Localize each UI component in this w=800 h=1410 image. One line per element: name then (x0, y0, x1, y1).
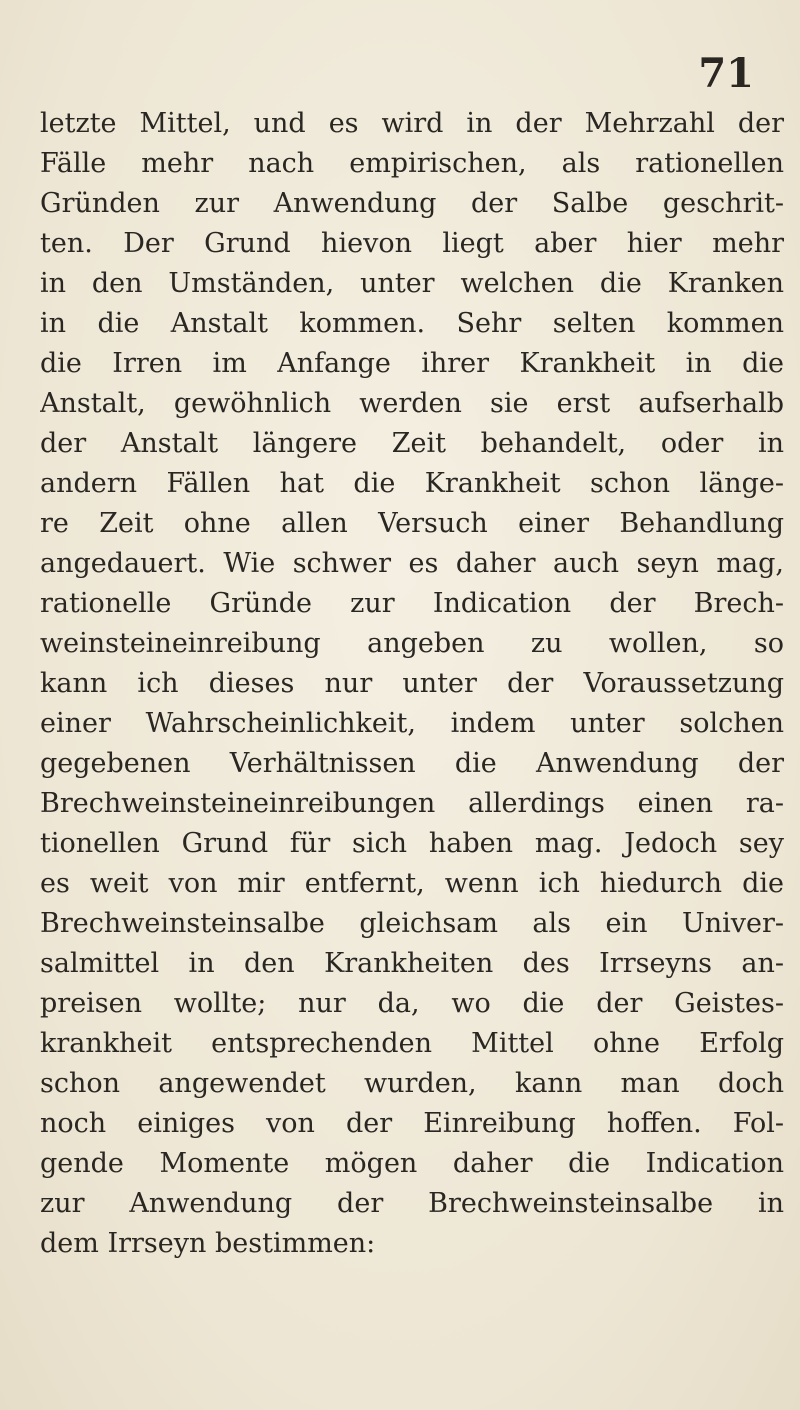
text-line: die Irren im Anfange ihrer Krankheit in die (40, 348, 784, 379)
text-line: in die Anstalt kommen. Sehr selten kommen (40, 308, 784, 339)
text-line: noch einiges von der Einreibung hoffen. Fol- (40, 1108, 784, 1139)
text-line: der Anstalt längere Zeit behandelt, oder in (40, 428, 784, 459)
text-line: Fälle mehr nach empirischen, als rationellen (40, 148, 784, 179)
text-line: es weit von mir entfernt, wenn ich hiedurch die (40, 868, 784, 899)
text-line: Anstalt, gewöhnlich werden sie erst aufserhalb (40, 388, 784, 419)
text-line: gende Momente mögen daher die Indication (40, 1148, 784, 1179)
text-line: in den Umständen, unter welchen die Kranken (40, 268, 784, 299)
text-line: tionellen Grund für sich haben mag. Jedoch sey (40, 828, 784, 859)
text-line: angedauert. Wie schwer es daher auch seyn mag, (40, 548, 784, 579)
body-text (40, 104, 784, 1264)
text-line: kann ich dieses nur unter der Voraussetzung (40, 668, 784, 699)
text-line: andern Fällen hat die Krankheit schon länge- (40, 468, 784, 499)
text-line: Brechweinsteineinreibungen allerdings einen ra- (40, 788, 784, 819)
text-line: salmittel in den Krankheiten des Irrseyns an- (40, 948, 784, 979)
text-line: zur Anwendung der Brechweinsteinsalbe in (40, 1188, 784, 1219)
text-line: ten. Der Grund hievon liegt aber hier mehr (40, 228, 784, 259)
text-line: preisen wollte; nur da, wo die der Geistes- (40, 988, 784, 1019)
text-line: weinsteineinreibung angeben zu wollen, so (40, 628, 784, 659)
text-line: rationelle Gründe zur Indication der Brech- (40, 588, 784, 619)
text-line: gegebenen Verhältnissen die Anwendung der (40, 748, 784, 779)
text-line: dem Irrseyn bestimmen: (40, 1228, 376, 1259)
text-line: Gründen zur Anwendung der Salbe geschrit- (40, 188, 784, 219)
text-line: Brechweinsteinsalbe gleichsam als ein Univer- (40, 908, 784, 939)
text-line: schon angewendet wurden, kann man doch (40, 1068, 784, 1099)
text-line: krankheit entsprechenden Mittel ohne Erfolg (40, 1028, 784, 1059)
page-number: 71 (698, 50, 754, 97)
text-line: einer Wahrscheinlichkeit, indem unter solchen (40, 708, 784, 739)
text-line: re Zeit ohne allen Versuch einer Behandlung (40, 508, 784, 539)
text-line: letzte Mittel, und es wird in der Mehrzahl der (40, 108, 784, 139)
